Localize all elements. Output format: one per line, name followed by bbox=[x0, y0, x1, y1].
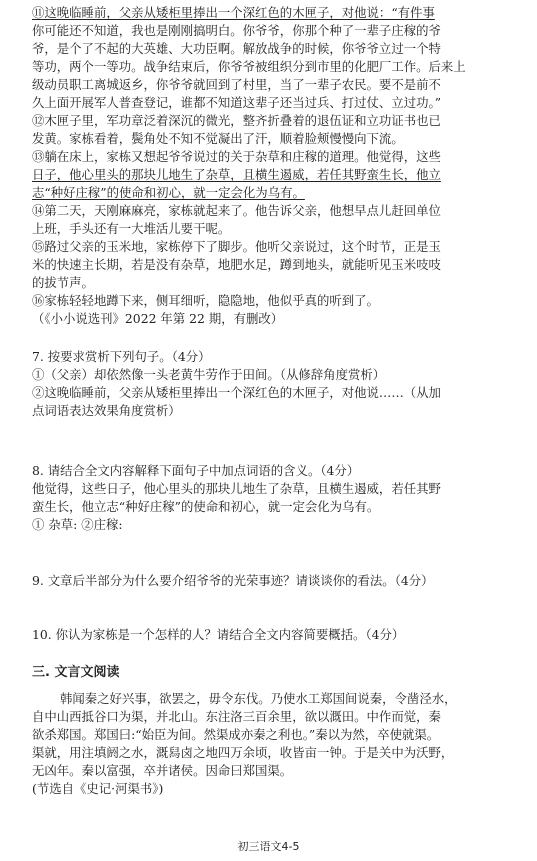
passage-line: 上班，手头还有一大堆活儿要干呢。 bbox=[32, 221, 231, 236]
classical-text-line: 渠就，用注填阏之水，溉舄卤之地四万余顷，收皆亩一钟。于是关中为沃野， bbox=[32, 745, 454, 760]
classical-text-line: 自中山西抵谷口为渠，并北山。东注洛三百余里，欲以溉田。中作而觉，秦 bbox=[32, 709, 441, 724]
question-7-title: 7. 按要求赏析下列句子。（4分） bbox=[32, 349, 211, 364]
passage-line: ⑬躺在床上，家栋又想起爷爷说过的关于杂草和庄稼的道理。他觉得，这些 bbox=[32, 149, 441, 164]
page-footer: 初三语文4-5 bbox=[237, 840, 300, 853]
classical-text-line: 无凶年。秦以富强，卒并诸侯。因命曰郑国渠。 bbox=[32, 763, 293, 778]
passage-line: 级动员职工离城返乡，你爷爷就回到了村里，当了一辈子农民。要不是前不 bbox=[32, 77, 441, 92]
passage-line: 等功，两个一等功。战争结束后，你爷爷被组织分到市里的化肥厂工作。后来上 bbox=[32, 59, 466, 74]
question-9: 9. 文章后半部分为什么要介绍爷爷的光荣事迹？请谈谈你的看法。（4分） bbox=[32, 573, 434, 588]
section-heading: 三. 文言文阅读 bbox=[32, 665, 120, 680]
question-7-item-1: ①（父亲）却依然像一头老黄牛劳作于田间。（从修辞角度赏析） bbox=[32, 367, 386, 382]
classical-text-line: 韩闻秦之好兴事，欲罢之，毋令东伐。乃使水工郑国间说秦，令凿泾水， bbox=[60, 691, 457, 706]
passage-line: 发黄。家栋看着，鬓角处不知不觉凝出了汗，顺着脸颊慢慢向下流。 bbox=[32, 131, 404, 146]
passage-line: 久上面开展军人普查登记，谁都不知道这辈子还当过兵、打过仗、立过功。” bbox=[32, 95, 442, 110]
passage-line: ⑯家栋轻轻地蹲下来，侧耳细听，隐隐地，他似乎真的听到了。 bbox=[32, 293, 379, 308]
question-7-item-2: ②这晚临睡前，父亲从矮柜里捧出一个深红色的木匣子，对他说……（从加 bbox=[32, 385, 441, 400]
question-8-title: 8. 请结合全文内容解释下面句子中加点词语的含义。（4分） bbox=[32, 463, 360, 478]
passage-line: 米的快速主长期，若是没有杂草，地肥水足，蹲到地头，就能听见玉米吱吱 bbox=[32, 257, 441, 272]
passage-source: （《小小说选刊》2022 年第 22 期，有删改） bbox=[32, 311, 284, 326]
passage-line: ⑮路过父亲的玉米地，家栋停下了脚步。他听父亲说过，这个时节，正是玉 bbox=[32, 239, 441, 254]
classical-text-line: 欲杀郑国。郑国曰:“始臣为间。然渠成亦秦之利也。”秦以为然，卒使就渠。 bbox=[32, 727, 440, 742]
passage-line-underlined: 志“种好庄稼”的使命和初心，就一定会化为乌有。 bbox=[32, 185, 305, 200]
question-8-sentence-cont: 蛮生长，他立志“种好庄稼”的使命和初心，就一定会化为乌有。 bbox=[32, 499, 380, 514]
question-8-sentence: 他觉得，这些日子，他心里头的那块儿地生了杂草，且横生遏威，若任其野 bbox=[32, 481, 441, 496]
classical-text-source: (节选自《史记·河渠书》) bbox=[32, 781, 164, 796]
question-7-item-2-cont: 点词语表达效果角度赏析） bbox=[32, 403, 181, 418]
passage-line: ⑫木匣子里，军功章泛着深沉的微光，整齐折叠着的退伍证和立功证书也已 bbox=[32, 113, 441, 128]
passage-line: 爷，是个了不起的大英雄、大功臣啊。解放战争的时候，你爷爷立过一个特 bbox=[32, 41, 441, 56]
passage-line: 你可能还不知道，我也是刚刚搞明白。你爷爷，你那个种了一辈子庄稼的爷 bbox=[32, 23, 441, 38]
passage-line: ⑭第二天，天刚麻麻亮，家栋就起来了。他告诉父亲，他想早点儿赶回单位 bbox=[32, 203, 441, 218]
question-10: 10. 你认为家栋是一个怎样的人？请结合全文内容简要概括。（4分） bbox=[32, 627, 405, 642]
passage-line: 的拔节声。 bbox=[32, 275, 94, 290]
passage-line-underlined: 日子，他心里头的那块儿地生了杂草，且横生遏威，若任其野蛮生长，他立 bbox=[32, 167, 441, 182]
passage-line: ⑪这晚临睡前，父亲从矮柜里捧出一个深红色的木匣子，对他说：“有件事 bbox=[32, 5, 435, 20]
question-8-answer-prompt: ① 杂草: ②庄稼: bbox=[32, 517, 123, 532]
